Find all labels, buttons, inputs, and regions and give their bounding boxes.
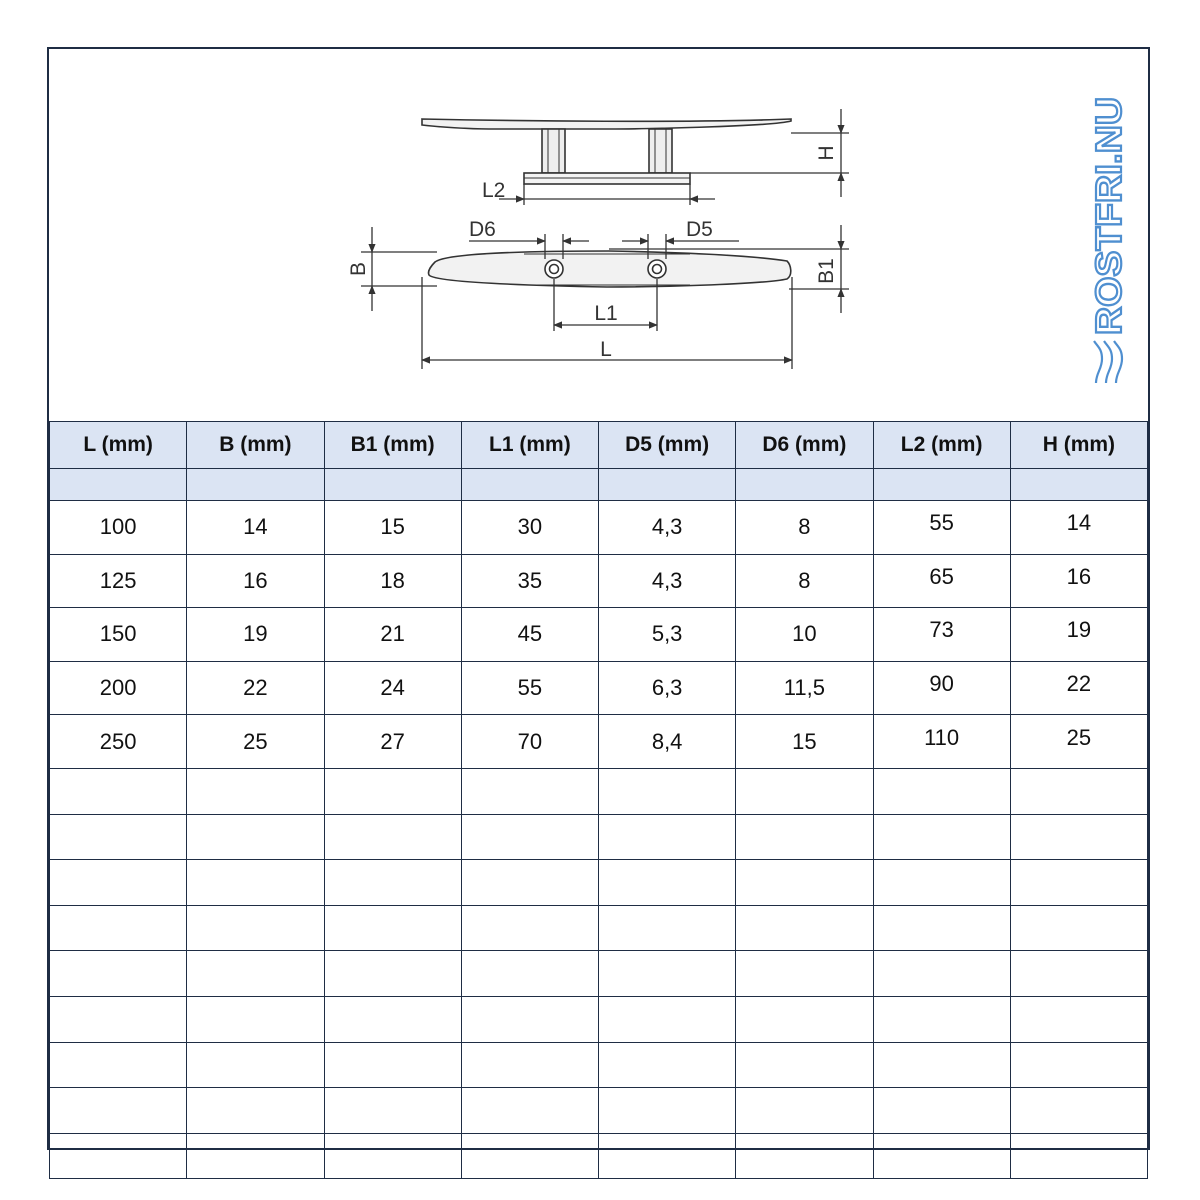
empty-table-row	[50, 905, 1148, 951]
cell-d5: 5,3	[599, 608, 736, 662]
empty-table-row	[50, 1133, 1148, 1179]
empty-cell	[324, 768, 461, 814]
empty-cell	[461, 951, 598, 997]
empty-cell	[736, 996, 873, 1042]
brand-name: ROSTFRI.NU	[1088, 115, 1129, 335]
empty-cell	[873, 768, 1010, 814]
empty-cell	[873, 1133, 1010, 1179]
cell-b1: 15	[324, 501, 461, 555]
label-l: L	[600, 338, 612, 361]
cell-b: 16	[187, 554, 324, 608]
empty-cell	[187, 768, 324, 814]
empty-cell	[1010, 905, 1147, 951]
cell-b1: 24	[324, 661, 461, 715]
empty-cell	[50, 996, 187, 1042]
header-d6: D6 (mm)	[736, 422, 873, 469]
empty-cell	[736, 768, 873, 814]
cell-h: 16	[1010, 554, 1147, 608]
cell-d5: 6,3	[599, 661, 736, 715]
empty-cell	[873, 860, 1010, 906]
empty-cell	[187, 860, 324, 906]
technical-drawing-area	[49, 49, 1148, 421]
empty-cell	[187, 1042, 324, 1088]
table-subheader-row	[50, 469, 1148, 501]
cell-b1: 27	[324, 715, 461, 769]
subheader-cell	[461, 469, 598, 501]
cell-l1: 55	[461, 661, 598, 715]
empty-cell	[50, 1088, 187, 1134]
empty-cell	[461, 1042, 598, 1088]
table-header-row	[50, 422, 1148, 469]
empty-rows	[50, 768, 1148, 1178]
cell-l: 250	[50, 715, 187, 769]
empty-cell	[599, 768, 736, 814]
empty-cell	[736, 814, 873, 860]
empty-cell	[599, 1133, 736, 1179]
subheader-cell	[599, 469, 736, 501]
waves-icon	[1094, 341, 1122, 383]
empty-cell	[50, 814, 187, 860]
cell-h: 14	[1010, 501, 1147, 555]
table-row	[50, 554, 1148, 608]
empty-cell	[187, 951, 324, 997]
header-b: B (mm)	[187, 422, 324, 469]
table-row	[50, 608, 1148, 662]
empty-cell	[324, 905, 461, 951]
table-row	[50, 715, 1148, 769]
subheader-cell	[187, 469, 324, 501]
spec-sheet-frame	[47, 47, 1150, 1150]
header-l1: L1 (mm)	[461, 422, 598, 469]
cell-b1: 21	[324, 608, 461, 662]
subheader-cell	[324, 469, 461, 501]
cell-l2: 90	[873, 661, 1010, 715]
table-row	[50, 661, 1148, 715]
empty-table-row	[50, 996, 1148, 1042]
empty-table-row	[50, 860, 1148, 906]
cell-l2: 65	[873, 554, 1010, 608]
cleat-top-view	[429, 251, 791, 287]
empty-cell	[873, 814, 1010, 860]
empty-cell	[324, 951, 461, 997]
empty-cell	[1010, 1088, 1147, 1134]
empty-cell	[187, 905, 324, 951]
cell-b: 22	[187, 661, 324, 715]
subheader-cell	[1010, 469, 1147, 501]
cell-h: 19	[1010, 608, 1147, 662]
cell-d5: 8,4	[599, 715, 736, 769]
cell-l: 200	[50, 661, 187, 715]
empty-table-row	[50, 951, 1148, 997]
cell-l1: 30	[461, 501, 598, 555]
cell-h: 22	[1010, 661, 1147, 715]
empty-cell	[50, 1133, 187, 1179]
cell-h: 25	[1010, 715, 1147, 769]
header-h: H (mm)	[1010, 422, 1147, 469]
empty-cell	[50, 768, 187, 814]
cell-l: 150	[50, 608, 187, 662]
cleat-technical-drawing	[49, 49, 1148, 421]
header-l: L (mm)	[50, 422, 187, 469]
empty-table-row	[50, 814, 1148, 860]
empty-cell	[736, 951, 873, 997]
label-b: B	[347, 261, 370, 277]
cell-l2: 73	[873, 608, 1010, 662]
empty-cell	[1010, 1133, 1147, 1179]
header-b1: B1 (mm)	[324, 422, 461, 469]
empty-cell	[1010, 814, 1147, 860]
cell-l2: 55	[873, 501, 1010, 555]
empty-table-row	[50, 768, 1148, 814]
empty-table-row	[50, 1088, 1148, 1134]
cell-l: 125	[50, 554, 187, 608]
cell-b: 25	[187, 715, 324, 769]
empty-cell	[187, 1088, 324, 1134]
cell-b: 19	[187, 608, 324, 662]
empty-cell	[1010, 860, 1147, 906]
empty-cell	[187, 814, 324, 860]
empty-cell	[873, 996, 1010, 1042]
label-b1: B1	[815, 258, 838, 284]
empty-cell	[461, 905, 598, 951]
subheader-cell	[736, 469, 873, 501]
cleat-side-view	[422, 119, 791, 184]
cell-d6: 8	[736, 554, 873, 608]
empty-cell	[599, 1088, 736, 1134]
empty-cell	[187, 996, 324, 1042]
subheader-cell	[50, 469, 187, 501]
empty-cell	[1010, 996, 1147, 1042]
cell-d6: 15	[736, 715, 873, 769]
header-l2: L2 (mm)	[873, 422, 1010, 469]
cell-l1: 35	[461, 554, 598, 608]
empty-cell	[873, 1042, 1010, 1088]
empty-cell	[461, 1133, 598, 1179]
empty-cell	[461, 1088, 598, 1134]
empty-cell	[873, 951, 1010, 997]
empty-cell	[324, 1042, 461, 1088]
empty-cell	[324, 1088, 461, 1134]
cell-l1: 45	[461, 608, 598, 662]
cell-d5: 4,3	[599, 554, 736, 608]
empty-cell	[599, 905, 736, 951]
label-h: H	[815, 145, 838, 161]
cell-d5: 4,3	[599, 501, 736, 555]
label-d5: D5	[686, 218, 713, 241]
empty-cell	[324, 1133, 461, 1179]
empty-cell	[599, 951, 736, 997]
empty-cell	[599, 860, 736, 906]
empty-cell	[50, 951, 187, 997]
empty-cell	[50, 1042, 187, 1088]
empty-cell	[1010, 951, 1147, 997]
empty-cell	[324, 860, 461, 906]
cell-d6: 8	[736, 501, 873, 555]
label-l2: L2	[482, 179, 506, 202]
empty-cell	[187, 1133, 324, 1179]
header-d5: D5 (mm)	[599, 422, 736, 469]
cell-l2: 110	[873, 715, 1010, 769]
label-l1: L1	[594, 302, 618, 325]
dimension-b	[361, 227, 437, 311]
empty-cell	[736, 1133, 873, 1179]
empty-cell	[873, 1088, 1010, 1134]
empty-cell	[1010, 768, 1147, 814]
brand-logo	[1084, 87, 1134, 397]
empty-cell	[50, 905, 187, 951]
cell-d6: 10	[736, 608, 873, 662]
empty-cell	[461, 996, 598, 1042]
empty-cell	[873, 905, 1010, 951]
empty-cell	[599, 814, 736, 860]
empty-cell	[461, 860, 598, 906]
empty-cell	[461, 814, 598, 860]
table-row	[50, 501, 1148, 555]
empty-cell	[1010, 1042, 1147, 1088]
empty-table-row	[50, 1042, 1148, 1088]
cell-d6: 11,5	[736, 661, 873, 715]
dimension-l2	[499, 184, 715, 205]
empty-cell	[50, 860, 187, 906]
cell-l1: 70	[461, 715, 598, 769]
empty-cell	[324, 814, 461, 860]
dimension-table	[49, 421, 1148, 1179]
subheader-cell	[873, 469, 1010, 501]
empty-cell	[736, 860, 873, 906]
empty-cell	[736, 1088, 873, 1134]
empty-cell	[599, 996, 736, 1042]
cell-b: 14	[187, 501, 324, 555]
cell-b1: 18	[324, 554, 461, 608]
label-d6: D6	[469, 218, 496, 241]
empty-cell	[461, 768, 598, 814]
empty-cell	[736, 1042, 873, 1088]
empty-cell	[736, 905, 873, 951]
cell-l: 100	[50, 501, 187, 555]
empty-cell	[324, 996, 461, 1042]
empty-cell	[599, 1042, 736, 1088]
